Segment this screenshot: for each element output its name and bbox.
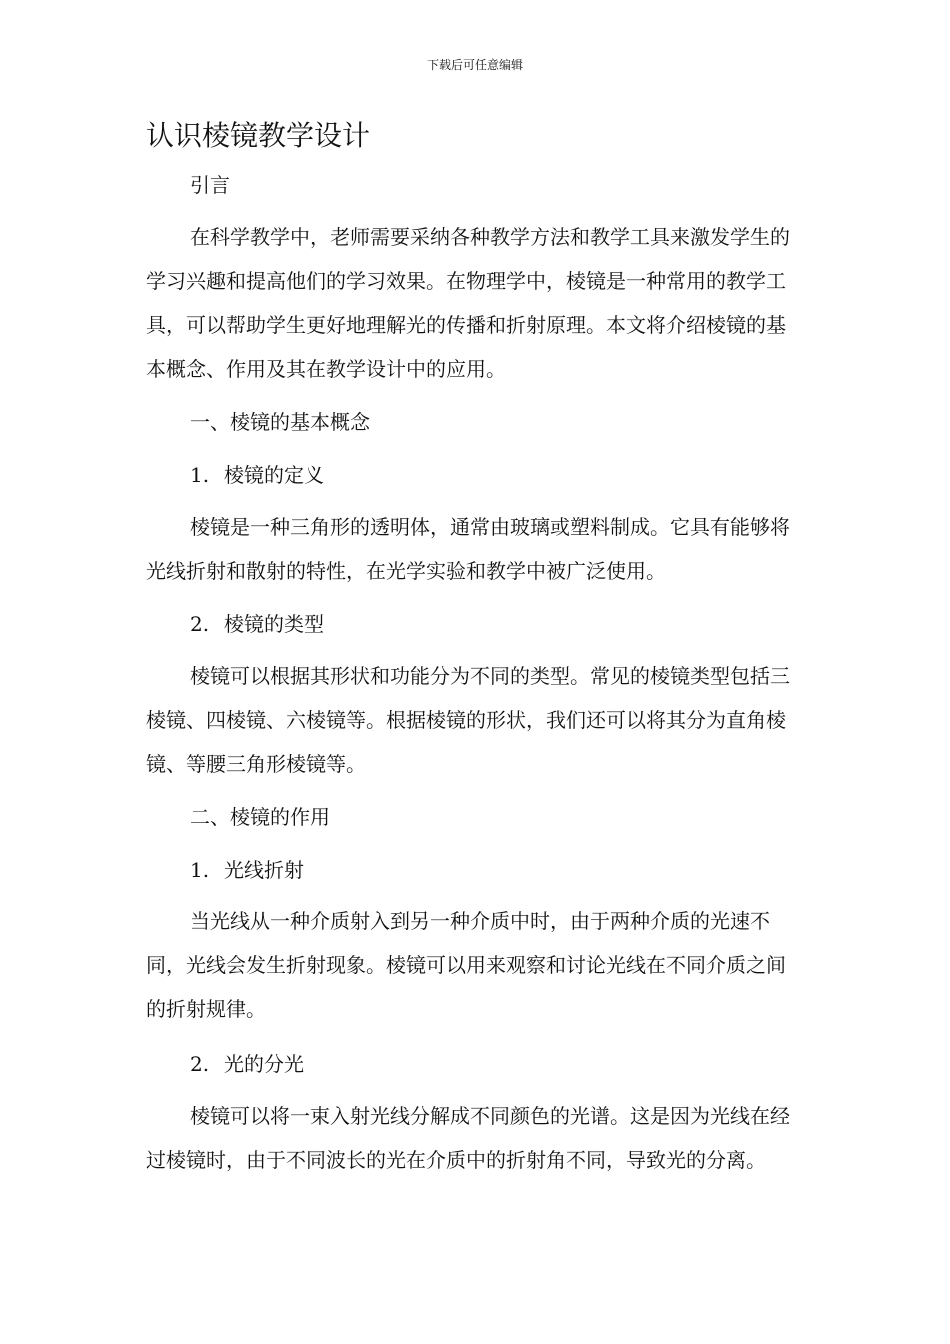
section2-sub1-title: 光线折射 bbox=[224, 858, 304, 882]
section1-sub2-title: 棱镜的类型 bbox=[224, 612, 324, 636]
section1-sub1-paragraph: 棱镜是一种三角形的透明体，通常由玻璃或塑料制成。它具有能够将光线折射和散射的特性，在光学实验和教学中被广泛使用。 bbox=[146, 515, 790, 583]
intro-paragraph: 在科学教学中，老师需要采纳各种教学方法和教学工具来激发学生的学习兴趣和提高他们的学习效果。在物理学中，棱镜是一种常用的教学工具，可以帮助学生更好地理解光的传播和折射原理。本文将介绍棱镜的基本概念、作用及其在教学设计中的应用。 bbox=[146, 225, 790, 381]
section2-sub1-number: 1. bbox=[190, 858, 210, 882]
header-note: 下载后可任意编辑 bbox=[426, 58, 523, 72]
section2-sub1-heading bbox=[146, 848, 840, 892]
section1-sub2-number: 2. bbox=[190, 612, 210, 636]
section1-sub1-heading bbox=[146, 453, 840, 497]
section2-sub2-title: 光的分光 bbox=[224, 1052, 304, 1076]
section1-heading: 一、棱镜的基本概念 bbox=[190, 410, 370, 434]
section1-sub1-number: 1. bbox=[190, 463, 210, 487]
section1-sub2-heading bbox=[146, 602, 840, 646]
section1-sub1-title: 棱镜的定义 bbox=[224, 463, 324, 487]
section2-sub1-paragraph: 当光线从一种介质射入到另一种介质中时，由于两种介质的光速不同，光线会发生折射现象。棱镜可以用来观察和讨论光线在不同介质之间的折射规律。 bbox=[146, 909, 786, 1021]
section2-sub2-number: 2. bbox=[190, 1052, 210, 1076]
section2-heading: 二、棱镜的作用 bbox=[190, 805, 330, 829]
section1-sub2-paragraph: 棱镜可以根据其形状和功能分为不同的类型。常见的棱镜类型包括三棱镜、四棱镜、六棱镜等。根据棱镜的形状，我们还可以将其分为直角棱镜、等腰三角形棱镜等。 bbox=[146, 664, 790, 776]
page-title: 认识棱镜教学设计 bbox=[146, 119, 371, 152]
intro-heading: 引言 bbox=[190, 173, 230, 197]
section2-sub2-heading bbox=[146, 1042, 840, 1086]
section2-sub2-paragraph: 棱镜可以将一束入射光线分解成不同颜色的光谱。这是因为光线在经过棱镜时，由于不同波长的光在介质中的折射角不同，导致光的分离。 bbox=[146, 1104, 790, 1172]
